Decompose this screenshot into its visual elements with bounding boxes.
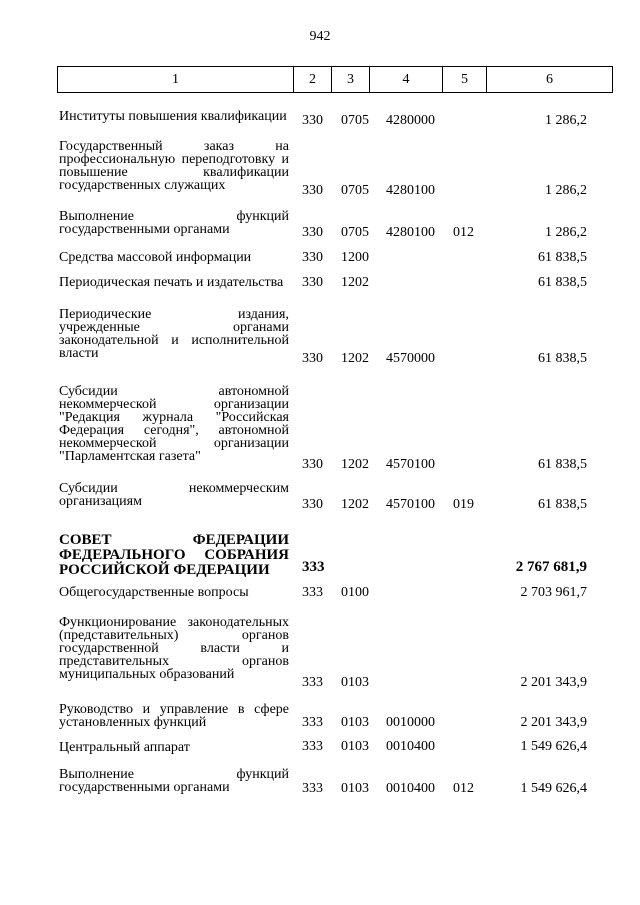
row-target-article-code: 4280100 xyxy=(386,183,435,198)
row-amount: 61 838,5 xyxy=(538,457,587,472)
column-header-4: 4 xyxy=(370,67,443,93)
row-ministry-code: 330 xyxy=(302,113,323,128)
row-name: Выполнение функций государственными органами xyxy=(59,209,289,237)
row-name: Выполнение функций государственными органами xyxy=(59,767,289,795)
row-section-code: 1202 xyxy=(341,351,369,366)
row-ministry-code: 330 xyxy=(302,225,323,240)
row-ministry-code: 333 xyxy=(302,715,323,730)
row-name: Периодическая печать и издательства xyxy=(59,275,284,290)
row-ministry-code: 330 xyxy=(302,275,323,290)
row-name: Институты повышения квалификации xyxy=(59,109,287,124)
row-ministry-code: 330 xyxy=(302,250,323,265)
row-ministry-code: 333 xyxy=(302,739,323,754)
row-ministry-code: 330 xyxy=(302,497,323,512)
table-row xyxy=(0,604,640,694)
row-target-article-code: 4570100 xyxy=(386,497,435,512)
row-ministry-code: 333 xyxy=(302,559,325,575)
row-name: Субсидии автономной некоммерческой организации "Редакция журнала "Российская Федерация сегодня", автономной некоммерческой организации "Парламентская газета" xyxy=(59,384,289,464)
table-row-section-header xyxy=(0,516,640,578)
row-amount: 1 286,2 xyxy=(545,183,587,198)
row-amount: 2 767 681,9 xyxy=(515,559,587,575)
table-row xyxy=(0,294,640,370)
row-amount: 61 838,5 xyxy=(538,351,587,366)
row-target-article-code: 0010000 xyxy=(386,715,435,730)
column-header-5: 5 xyxy=(443,67,487,93)
column-header-1: 1 xyxy=(58,67,294,93)
table-row xyxy=(0,202,640,244)
row-section-code: 1200 xyxy=(341,250,369,265)
table-row xyxy=(0,734,640,758)
table-row xyxy=(0,103,640,132)
row-name: Периодические издания, учрежденные органами законодательной и исполнительной власти xyxy=(59,307,289,361)
row-section-code: 0103 xyxy=(341,675,369,690)
row-target-article-code: 4280000 xyxy=(386,113,435,128)
column-header-table xyxy=(57,66,613,93)
page-number: 942 xyxy=(309,29,331,44)
row-target-article-code: 0010400 xyxy=(386,739,435,754)
row-expense-type-code: 012 xyxy=(453,781,474,796)
row-name: Общегосударственные вопросы xyxy=(59,585,249,600)
row-amount: 1 549 626,4 xyxy=(520,781,587,796)
row-expense-type-code: 012 xyxy=(453,225,474,240)
row-name: Субсидии некоммерческим организациям xyxy=(59,481,289,509)
row-target-article-code: 4570100 xyxy=(386,457,435,472)
row-amount: 2 201 343,9 xyxy=(520,715,587,730)
row-ministry-code: 333 xyxy=(302,675,323,690)
row-amount: 2 703 961,7 xyxy=(520,585,587,600)
row-ministry-code: 330 xyxy=(302,183,323,198)
row-section-code: 0103 xyxy=(341,781,369,796)
row-amount: 1 286,2 xyxy=(545,113,587,128)
column-header-3: 3 xyxy=(332,67,370,93)
row-target-article-code: 4570000 xyxy=(386,351,435,366)
row-amount: 61 838,5 xyxy=(538,497,587,512)
row-amount: 1 286,2 xyxy=(545,225,587,240)
table-row xyxy=(0,694,640,734)
budget-table-body xyxy=(0,103,640,800)
row-expense-type-code: 019 xyxy=(453,497,474,512)
row-target-article-code: 0010400 xyxy=(386,781,435,796)
row-section-code: 0103 xyxy=(341,715,369,730)
row-section-code: 1202 xyxy=(341,457,369,472)
row-ministry-code: 333 xyxy=(302,781,323,796)
table-row xyxy=(0,132,640,202)
row-name: Центральный аппарат xyxy=(59,740,190,755)
row-target-article-code: 4280100 xyxy=(386,225,435,240)
table-row xyxy=(0,476,640,516)
row-amount: 61 838,5 xyxy=(538,250,587,265)
row-amount: 2 201 343,9 xyxy=(520,675,587,690)
row-amount: 61 838,5 xyxy=(538,275,587,290)
row-section-code: 0705 xyxy=(341,225,369,240)
row-section-code: 1202 xyxy=(341,275,369,290)
row-section-code: 0100 xyxy=(341,585,369,600)
table-row xyxy=(0,758,640,800)
row-amount: 1 549 626,4 xyxy=(520,739,587,754)
table-row xyxy=(0,244,640,269)
row-name: Государственный заказ на профессиональную переподготовку и повышение квалификации государственных служащих xyxy=(59,139,289,193)
row-ministry-code: 330 xyxy=(302,457,323,472)
row-name: Средства массовой информации xyxy=(59,250,252,265)
row-name: Руководство и управление в сфере установленных функций xyxy=(59,702,289,730)
row-ministry-code: 330 xyxy=(302,351,323,366)
row-section-code: 0103 xyxy=(341,739,369,754)
row-section-code: 0705 xyxy=(341,113,369,128)
row-name: СОВЕТ ФЕДЕРАЦИИ ФЕДЕРАЛЬНОГО СОБРАНИЯ РОССИЙСКОЙ ФЕДЕРАЦИИ xyxy=(59,532,289,578)
row-ministry-code: 333 xyxy=(302,585,323,600)
table-row xyxy=(0,578,640,604)
table-row xyxy=(0,370,640,476)
row-section-code: 0705 xyxy=(341,183,369,198)
row-section-code: 1202 xyxy=(341,497,369,512)
column-header-row xyxy=(58,67,613,93)
column-header-6: 6 xyxy=(487,67,613,93)
row-name: Функционирование законодательных (представительных) органов государственной власти и представительных органов муниципальных образований xyxy=(59,615,289,682)
table-row xyxy=(0,269,640,294)
column-header-2: 2 xyxy=(294,67,332,93)
